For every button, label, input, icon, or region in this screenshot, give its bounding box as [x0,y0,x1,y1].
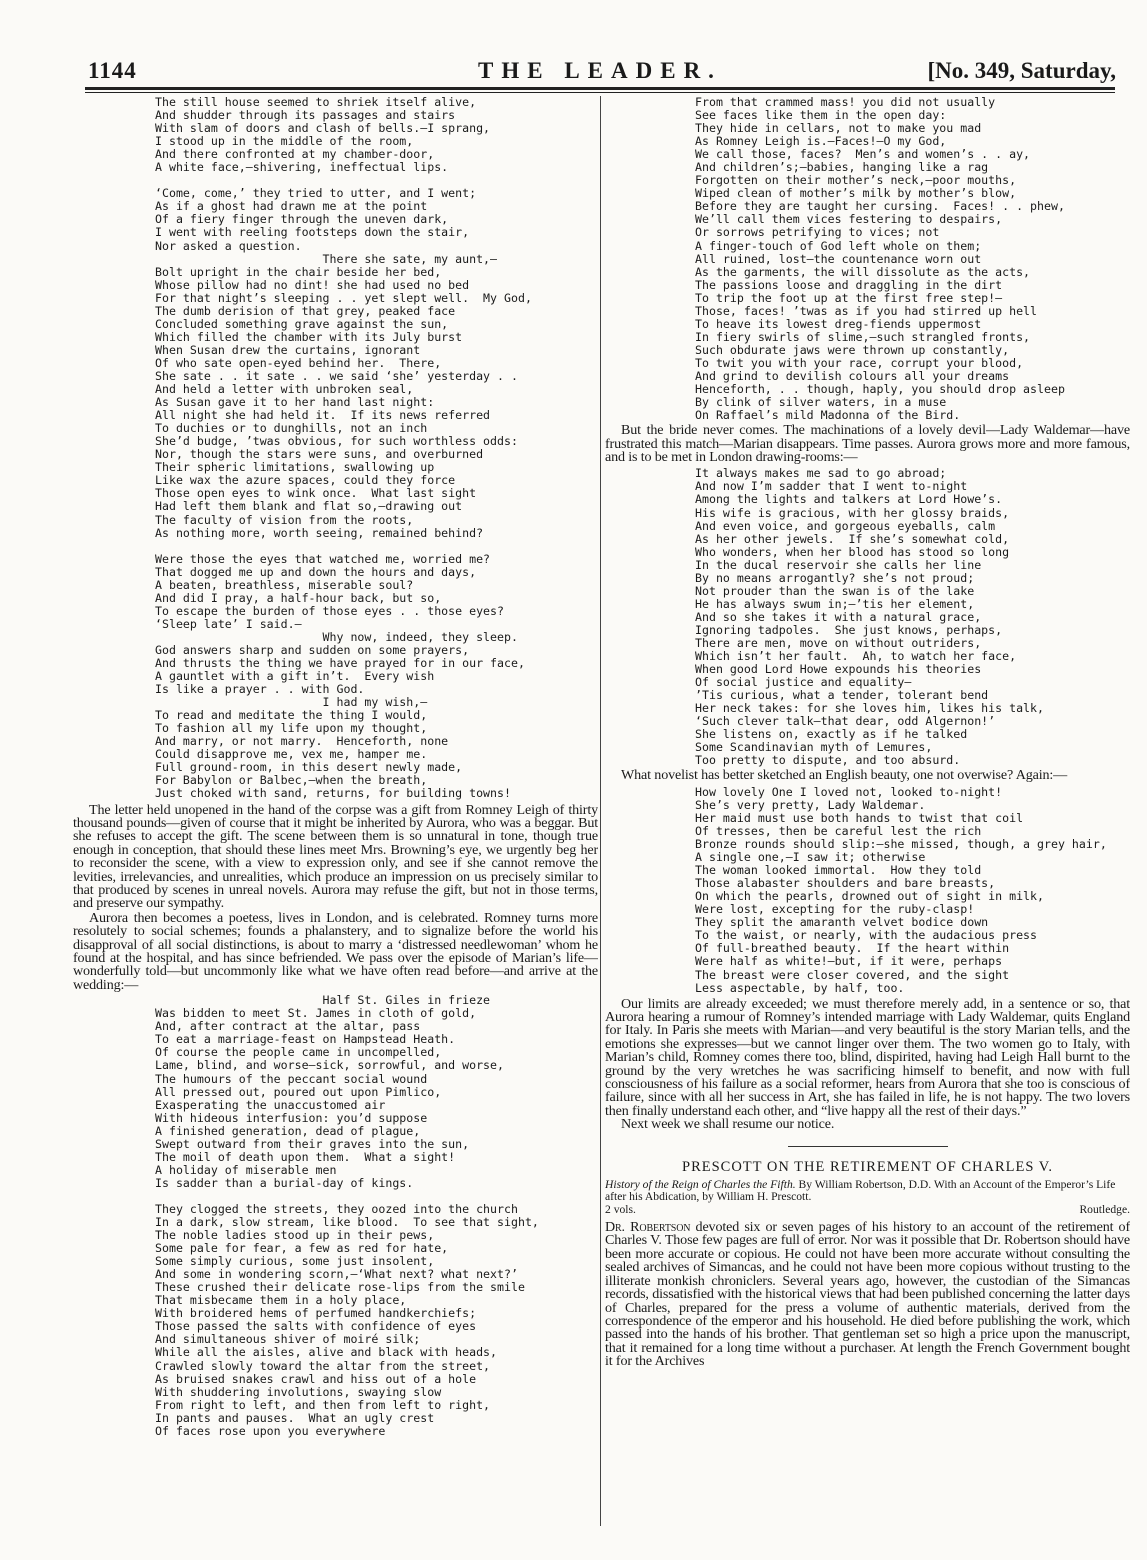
newspaper-title: THE LEADER. [478,58,722,83]
paragraph-conclusion: Our limits are already exceeded; we must therefore merely add, in a sentence or so, that Aurora hearing a rumour of Romney’s intended marriage with Lady Waldemar, quits England for Italy. In Paris she meets with Marian—and very beautiful is the story Marian tells, and the emotions she expresses—but we cannot linger over them. The two women go to Italy, with Marian’s child, Romney comes there too, blind, dispirited, having had Leigh Hall burnt to the ground by the very wretches he was sacrificing himself to benefit, and now with full consciousness of his failure as a social reformer, hears from Aurora that she too is conscious of failure, since with all her success in Art, she has failed in life, he is not happy. The two lovers then finally understand each other, and “live happy all the rest of their days.” [605,995,1130,1119]
paragraph-bride: But the bride never comes. The machinations of a lovely devil—Lady Waldemar—have frustrated this match—Marian disappears. Time passes. Aurora grows more and more famous, and is to be met in London drawing-rooms:— [605,422,1130,465]
page-number: 1144 [88,58,137,83]
poem-excerpt-faces: From that crammed mass! you did not usually See faces like them in the open day: They hide in cellars, not to make you mad As Romney Leigh is.—Faces!—O my God, We call those, faces? Men’s and women’s . . ay, And children’s;—babies, hanging like a rag Forgotten on their mother’s neck,—poor mouths, Wiped clean of mother’s milk by mother’s blow, Before they are taught her cursing. Faces! . . phew, We’ll call them vices festering to despairs, Or sorrows petrifying to vices; not A finger-touch of God left whole on them; All ruined, lost—the countenance worn out As the garments, the will dissolute as the acts, The passions loose and draggling in the dirt To trip the foot up at the first free step!— Those, faces! ’twas as if you had stirred up hell To heave its lowest dreg-fiends uppermost In fiery swirls of slime,—such strangled fronts, Such obdurate jaws were thrown up constantly, To twit you with your race, corrupt your blood, And grind to devilish colours all your dreams Henceforth, . . though, haply, you should drop asleep By clink of silver waters, in a muse On Raffael’s mild Madonna of the Bird. [695,96,1065,423]
paragraph-letter: The letter held unopened in the hand of the corpse was a gift from Romney Leigh of thirty thousand pounds—given of course that it might be inherited by Aurora, who was a beggar. But she refuses to accept the gift. The scene between them is so unnatural in tone, though true enough in conception, that should these lines meet Mrs. Browning’s eye, we urgently beg her to reconsider the scene, with a view to expression only, and see if she cannot remove the levities, irrelevancies, and unrealities, which produce an impression on us precisely similar to that produced by scenes in unreal novels. Aurora may refuse the gift, but not in those terms, and preserve our sympathy. [73,801,598,912]
paragraph-next-week: Next week we shall resume our notice. [621,1116,835,1133]
paragraph-novelist: What novelist has better sketched an English beauty, one not overwise? Again:— [621,767,1068,784]
section-heading: PRESCOTT ON THE RETIREMENT OF CHARLES V. [682,1158,1053,1175]
section-separator [788,1146,948,1147]
book-publisher: Routledge. [1079,1203,1130,1217]
paragraph-lead-words: Dr. Robertson [605,1219,691,1236]
poem-excerpt-lady-howe: It always makes me sad to go abroad; And now I’m sadder that I went to-night Among the lights and talkers at Lord Howe’s. His wife is gracious, with her glossy braids, And even voice, and gorgeous eyeballs, calm As her other jewels. If she’s somewhat cold, Who wonders, when her blood has stood so long In the ducal reservoir she calls her line By no means arrogantly? she’s not proud; Not prouder than the swan is of the lake He has always swum in;—’tis her element, And so she takes it with a natural grace, Ignoring tadpoles. She just knows, perhaps, There are men, move on without outriders, Which isn’t her fault. Ah, to watch her face, When good Lord Howe expounds his theories Of social justice and equality— ’Tis curious, what a tender, tolerant bend Her neck takes: for she loves him, likes his talk, ‘Such clever talk—that dear, odd Algernon!’ She listens on, exactly as if he talked Some Scandinavian myth of Lemures, Too pretty to dispute, and too absurd. [695,466,1045,768]
poem-excerpt-lady-waldemar: How lovely One I loved not, looked to-night! She’s very pretty, Lady Waldemar. Her maid must use both hands to twist that coil Of tresses, then be careful lest the rich Bronze rounds should slip:—she missed, though, a grey hair, A single one,—I saw it; otherwise The woman looked immortal. How they told Those alabaster shoulders and bare breasts, On which the pearls, drowned out of sight in milk, Were lost, excepting for the ruby-clasp! They split the amaranth velvet bodice down To the waist, or nearly, with the audacious press Of full-breathed beauty. If the heart within Were half as white!—but, if it were, perhaps The breast were closer covered, and the sight Less aspectable, by half, too. [695,784,1107,995]
book-citation [605,1179,1130,1217]
page-header [88,58,1116,88]
book-volumes: 2 vols. [605,1203,636,1217]
paragraph-robertson [605,1221,1130,1368]
column-divider [600,96,601,1526]
left-column [73,96,598,1536]
right-column [605,96,1130,1536]
paragraph-aurora-poetess: Aurora then becomes a poetess, lives in London, and is celebrated. Romney turns more resolutely to social schemes; founds a phalanstery, and to signalize before the world his disapproval of all social distinctions, is about to marry a ‘distressed needlewoman’ whom he found at the hospital, and has since befriended. We pass over the episode of Marian’s life—wonderfully told—but uncommonly like what we have often read before—and arrive at the wedding:— [73,909,598,993]
header-rule-thin [85,92,1115,93]
paragraph-robertson-text: devoted six or seven pages of his history to an account of the retirement of Charles V. Those few pages are full of error. Nor was it possible that Dr. Robertson should have been more accurate or copious. He could not have been more accurate without consulting the sealed archives of Simancas, and he could not have been more copious without trusting to the illiterate monkish chroniclers. Several years ago, however, the custodian of the Simancas records, dissatisfied with the historical views that had been published concerning the latter days of Charles, prepared for the press a volume of authentic materials, derived from the correspondence of the emperor and his household. He died before publishing the work, which passed into the hands of his brother. That gentleman set so high a price upon the manuscript, that it remained for a long time without a purchaser. At length the French Government bought it for the Archives [605,1219,1130,1370]
issue-label: [No. 349, Saturday, [927,58,1116,83]
header-rule-thick [85,87,1115,90]
book-info: By William Robertson, D.D. With an Account of the Emperor’s Life after his Abdication, by William H. Prescott. [605,1177,1116,1204]
book-title: History of the Reign of Charles the Fifth. [605,1177,796,1191]
poem-excerpt-funeral: The still house seemed to shriek itself alive, And shudder through its passages and stairs With slam of doors and clash of bells.—I sprang, I stood up in the middle of the room, And there confronted at my chamber-door, A white face,—shivering, ineffectual lips. ‘Come, come,’ they tried to utter, and I went; As if a ghost had drawn me at the point Of a fiery finger through the uneven dark, I went with reeling footsteps down the stair, Nor asked a question. There she sate, my aunt,— Bolt upright in the chair beside her bed, Whose pillow had no dint! she had used no bed For that night’s sleeping . . yet slept well. My God, The dumb derision of that grey, peaked face Concluded something grave against the sun, Which filled the chamber with its July burst When Susan drew the curtains, ignorant Of who sate open-eyed behind her. There, She sate . . it sate . . we said ‘she’ yesterday . . And held a letter with unbroken seal, As Susan gave it to her hand last night: All night she had held it. If its news referred To duchies or to dunghills, not an inch She’d budge, ’twas obvious, for such worthless odds: Nor, though the stars were suns, and overburned Their spheric limitations, swallowing up Like wax the azure spaces, could they force Those open eyes to wink once. What last sight Had left them blank and flat so,—drawing out The faculty of vision from the roots, As nothing more, worth seeing, remained behind? Were those the eyes that watched me, worried me? That dogged me up and down the hours and days, A beaten, breathless, miserable soul? And did I pray, a half-hour back, but so, To escape the burden of those eyes . . those eyes? ‘Sleep late’ I said.— Why now, indeed, they sleep. God answers sharp and sudden on some prayers, And thrusts the thing we have prayed for in our face, A gauntlet with a gift in’t. Every wish Is like a prayer . . with God. I had my wish,— To read and meditate the thing I would, To fashion all my life upon my thought, And marry, or not marry. Henceforth, none Could disapprove me, vex me, hamper me. Full ground-room, in this desert newly made, For Babylon or Balbec,—when the breath, Just choked with sand, returns, for building towns! [155,96,532,801]
poem-excerpt-wedding: Half St. Giles in frieze Was bidden to meet St. James in cloth of gold, And, after contract at the altar, pass To eat a marriage-feast on Hampstead Heath. Of course the people came in uncompelled, Lame, blind, and worse—sick, sorrowful, and worse, The humours of the peccant social wound All pressed out, poured out upon Pimlico, Exasperating the unaccustomed air With hideous interfusion: you’d suppose A finished generation, dead of plague, Swept outward from their graves into the sun, The moil of death upon them. What a sight! A holiday of miserable men Is sadder than a burial-day of kings. They clogged the streets, they oozed into the church In a dark, slow stream, like blood. To see that sight, The noble ladies stood up in their pews, Some pale for fear, a few as red for hate, Some simply curious, some just insolent, And some in wondering scorn,—‘What next? what next?’ These crushed their delicate rose-lips from the smile That misbecame them in a holy place, With broidered hems of perfumed handkerchiefs; Those passed the salts with confidence of eyes And simultaneous shiver of moiré silk; While all the aisles, alive and black with heads, Crawled slowly toward the altar from the street, As bruised snakes crawl and hiss out of a hole With shuddering involutions, swaying slow From right to left, and then from left to right, In pants and pauses. What an ugly crest Of faces rose upon you everywhere [155,993,539,1438]
